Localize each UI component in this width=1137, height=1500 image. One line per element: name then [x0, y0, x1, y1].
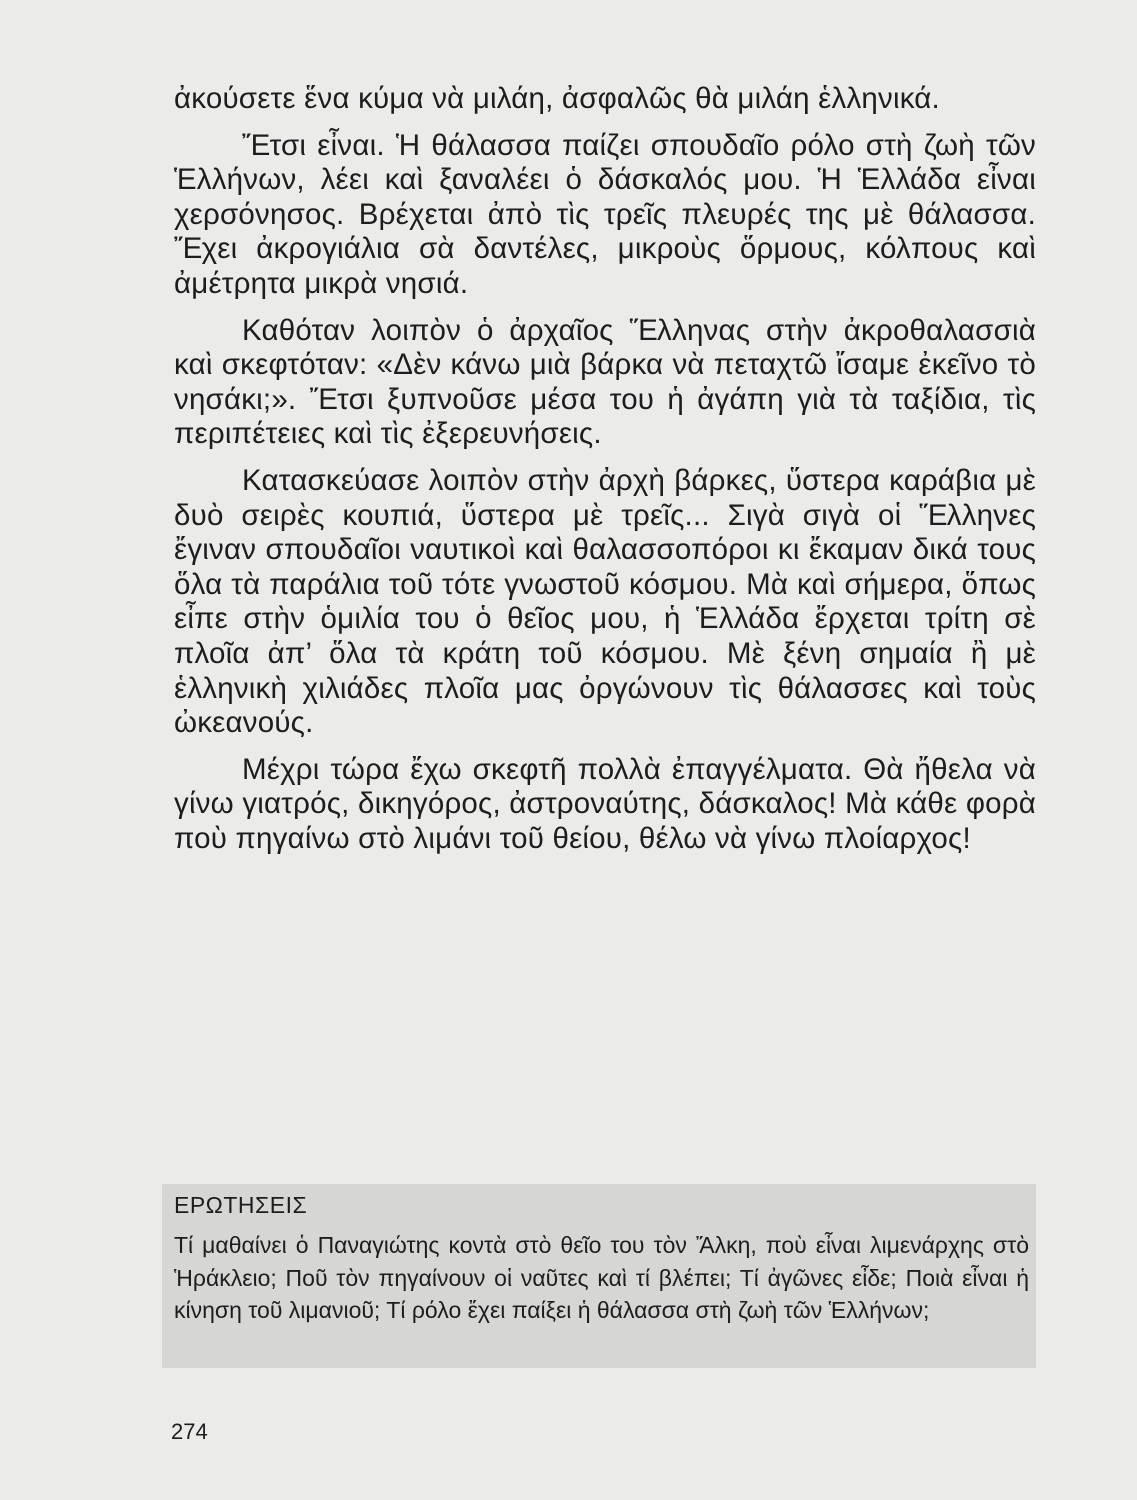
questions-heading: ΕΡΩΤΗΣΕΙΣ [174, 1192, 308, 1218]
paragraph-1: ἀκούσετε ἕνα κύμα νὰ μιλάη, ἀσφαλῶς θὰ μιλάη ἑλληνικά. [174, 82, 940, 115]
paragraph-4: Κατασκεύασε λοιπὸν στὴν ἀρχὴ βάρκες, ὕστερα καράβια μὲ δυὸ σειρὲς κουπιά, ὕστερα μὲ τρεῖς... Σιγὰ σιγὰ οἱ Ἕλληνες ἔγιναν σπουδαῖοι ναυτικοὶ καὶ θαλασσοπόροι κι ἔκαμαν δικά τους ὅλα τὰ παράλια τοῦ τότε γνωστοῦ κόσμου. Μὰ καὶ σήμερα, ὅπως εἶπε στὴν ὁμιλία του ὁ θεῖος μου, ἡ Ἑλλάδα ἔρχεται τρίτη σὲ πλοῖα ἀπ’ ὅλα τὰ κράτη τοῦ κόσμου. Μὲ ξένη σημαία ἢ μὲ ἑλληνικὴ χιλιάδες πλοῖα μας ὀργώνουν τὶς θάλασσες καὶ τοὺς ὠκεανούς. [174, 463, 1036, 740]
questions-box [162, 1184, 1036, 1368]
paragraph-2: Ἔτσι εἶναι. Ἡ θάλασσα παίζει σπουδαῖο ρόλο στὴ ζωὴ τῶν Ἑλλήνων, λέει καὶ ξαναλέει ὁ δάσκαλός μου. Ἡ Ἑλλάδα εἶναι χερσόνησος. Βρέχεται ἀπὸ τὶς τρεῖς πλευρές της μὲ θάλασσα. Ἔχει ἀκρογιάλια σὰ δαντέλες, μικροὺς ὅρμους, κόλπους καὶ ἀμέτρητα μικρὰ νησιά. [174, 128, 1036, 300]
body-text [174, 82, 1036, 868]
paragraph-5: Μέχρι τώρα ἔχω σκεφτῆ πολλὰ ἐπαγγέλματα. Θὰ ἤθελα νὰ γίνω γιατρός, δικηγόρος, ἀστροναύτης, δάσκαλος! Μὰ κάθε φορὰ ποὺ πηγαίνω στὸ λιμάνι τοῦ θείου, θέλω νὰ γίνω πλοίαρχος! [174, 752, 1036, 855]
page-number: 274 [171, 1419, 208, 1444]
paragraph-3: Καθόταν λοιπὸν ὁ ἀρχαῖος Ἕλληνας στὴν ἀκροθαλασσιὰ καὶ σκεφτόταν: «Δὲν κάνω μιὰ βάρκα νὰ πεταχτῶ ἴσαμε ἐκεῖνο τὸ νησάκι;». Ἔτσι ξυπνοῦσε μέσα του ἡ ἀγάπη γιὰ τὰ ταξίδια, τὶς περιπέτειες καὶ τὶς ἐξερευνήσεις. [174, 313, 1036, 451]
questions-text: Τί μαθαίνει ὁ Παναγιώτης κοντὰ στὸ θεῖο του τὸν Ἄλκη, ποὺ εἶναι λιμενάρχης στὸ Ἡράκλειο; Ποῦ τὸν πηγαίνουν οἱ ναῦτες καὶ τί βλέπει; Τί ἀγῶνες εἶδε; Ποιὰ εἶναι ἡ κίνηση τοῦ λιμανιοῦ; Τί ρόλο ἔχει παίξει ἡ θάλασσα στὴ ζωὴ τῶν Ἑλλήνων; [174, 1232, 1029, 1323]
